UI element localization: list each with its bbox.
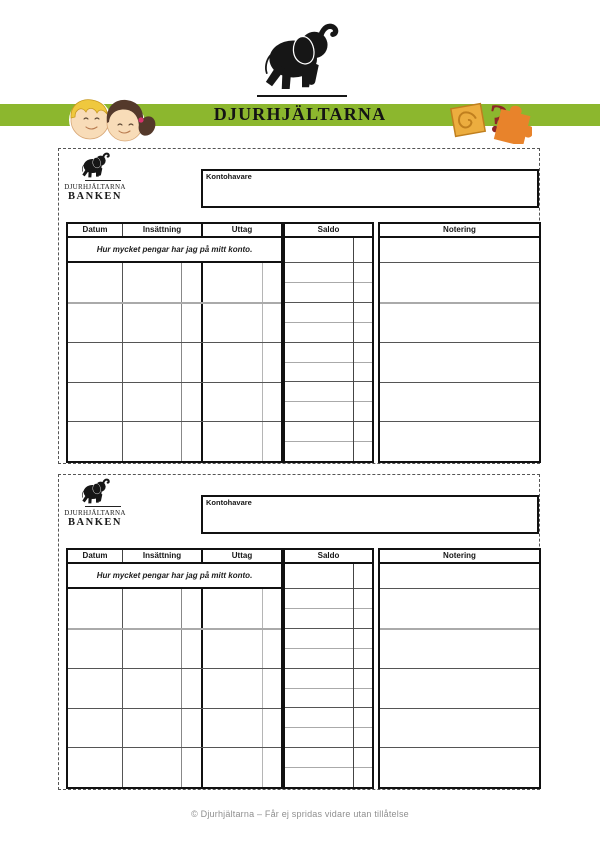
ledger-row [68,628,281,669]
saldo-cell [285,629,372,649]
ledger-left-block [66,548,283,789]
logo-ground-line [257,95,347,97]
form-logo-ground-line [85,180,121,181]
copyright-footer: © Djurhjältarna – Får ej spridas vidare utan tillåtelse [191,809,409,819]
uttag-amount-cell [201,383,262,422]
column-header-insattning: Insättning [122,224,201,236]
uttag-ore-cell [262,304,281,343]
ledger-table [66,548,541,789]
datum-cell [68,263,122,302]
notering-cell [380,422,539,461]
uttag-ore-cell [262,422,281,461]
saldo-cell [285,708,372,728]
column-header-uttag: Uttag [201,550,281,562]
uttag-amount-cell [201,589,262,628]
saldo-header [285,550,372,564]
insattning-amount-cell [122,343,181,382]
insattning-ore-cell [181,383,201,422]
ledger-table [66,222,541,463]
form-elephant-logo-icon [74,478,118,506]
notering-cell [380,669,539,709]
insattning-ore-cell [181,630,201,669]
column-header-saldo: Saldo [317,225,340,234]
ledger-row [68,342,281,382]
uttag-ore-cell [262,343,281,382]
notering-header [380,224,539,238]
notering-cell [380,263,539,304]
form-brand-bank: BANKEN [68,517,122,528]
bank-ledger-form-1 [58,148,540,464]
insattning-ore-cell [181,589,201,628]
uttag-ore-cell [262,383,281,422]
saldo-cell [285,382,372,402]
children-faces-icon [59,97,159,143]
account-holder-label: Kontohavare [206,498,252,507]
uttag-amount-cell [201,263,262,302]
notering-block [378,222,541,463]
ledger-row [68,668,281,708]
uttag-amount-cell [201,422,262,461]
notering-initial-cell [380,564,539,589]
notering-cell [380,304,539,344]
uttag-ore-cell [262,748,281,787]
bank-ledger-form-2 [58,474,540,790]
saldo-cell [285,609,372,629]
datum-cell [68,383,122,422]
notering-cell [380,343,539,383]
insattning-ore-cell [181,669,201,708]
insattning-ore-cell [181,748,201,787]
saldo-cell [285,649,372,669]
column-header-datum: Datum [82,225,108,234]
insattning-amount-cell [122,589,181,628]
instruction-cell: Hur mycket pengar har jag på mitt konto. [68,564,281,589]
column-header-notering: Notering [443,551,476,560]
insattning-amount-cell [122,709,181,748]
notering-cell [380,589,539,630]
insattning-ore-cell [181,263,201,302]
saldo-cell [285,323,372,343]
insattning-ore-cell [181,422,201,461]
uttag-amount-cell [201,304,262,343]
uttag-amount-cell [201,630,262,669]
datum-cell [68,669,122,708]
ledger-row [68,263,281,302]
uttag-ore-cell [262,709,281,748]
account-holder-label: Kontohavare [206,172,252,181]
saldo-initial-cell [285,238,372,263]
uttag-ore-cell [262,589,281,628]
brand-title: DJURHJÄLTARNA [213,104,387,124]
form-brand-bank: BANKEN [68,191,122,202]
notering-cell [380,709,539,749]
saldo-ore-divider [353,238,354,461]
datum-cell [68,422,122,461]
ledger-row [68,747,281,787]
saldo-cell [285,689,372,709]
elephant-logo-icon [256,22,348,96]
saldo-block [283,548,374,789]
uttag-ore-cell [262,669,281,708]
form-brand-name: DJURHJÄLTARNA [64,183,126,191]
uttag-amount-cell [201,669,262,708]
account-holder-box [201,169,539,208]
datum-cell [68,343,122,382]
saldo-initial-cell [285,564,372,589]
saldo-block [283,222,374,463]
notering-header [380,550,539,564]
datum-cell [68,304,122,343]
insattning-amount-cell [122,383,181,422]
saldo-cell [285,303,372,323]
notering-cell [380,748,539,787]
insattning-ore-cell [181,709,201,748]
form-elephant-logo-icon [74,152,118,180]
saldo-cell [285,768,372,787]
ledger-left-block [66,222,283,463]
insattning-amount-cell [122,263,181,302]
notering-block [378,548,541,789]
ledger-row [68,708,281,748]
column-header-saldo: Saldo [317,551,340,560]
saldo-cell [285,748,372,768]
column-header-notering: Notering [443,225,476,234]
form-logo-ground-line [85,506,121,507]
maze-question-puzzle-icons [448,94,532,144]
uttag-ore-cell [262,630,281,669]
account-holder-box [201,495,539,534]
saldo-cell [285,283,372,303]
saldo-cell [285,669,372,689]
form-brand-name: DJURHJÄLTARNA [64,509,126,517]
column-header-datum: Datum [82,551,108,560]
datum-cell [68,748,122,787]
insattning-amount-cell [122,669,181,708]
notering-cell [380,383,539,423]
datum-cell [68,709,122,748]
saldo-cell [285,728,372,748]
uttag-ore-cell [262,263,281,302]
saldo-ore-divider [353,564,354,787]
uttag-amount-cell [201,343,262,382]
ledger-row [68,302,281,343]
insattning-ore-cell [181,304,201,343]
ledger-header-row [68,550,281,564]
column-header-uttag: Uttag [201,224,281,236]
ledger-row [68,382,281,422]
insattning-amount-cell [122,422,181,461]
datum-cell [68,630,122,669]
insattning-amount-cell [122,304,181,343]
saldo-cell [285,422,372,442]
notering-initial-cell [380,238,539,263]
ledger-header-row [68,224,281,238]
saldo-cell [285,343,372,363]
datum-cell [68,589,122,628]
saldo-cell [285,263,372,283]
saldo-cell [285,363,372,383]
saldo-cell [285,402,372,422]
insattning-amount-cell [122,748,181,787]
saldo-header [285,224,372,238]
column-header-insattning: Insättning [122,550,201,562]
ledger-row [68,589,281,628]
notering-cell [380,630,539,670]
saldo-cell [285,442,372,461]
insattning-ore-cell [181,343,201,382]
saldo-cell [285,589,372,609]
ledger-row [68,421,281,461]
uttag-amount-cell [201,709,262,748]
instruction-cell: Hur mycket pengar har jag på mitt konto. [68,238,281,263]
uttag-amount-cell [201,748,262,787]
insattning-amount-cell [122,630,181,669]
